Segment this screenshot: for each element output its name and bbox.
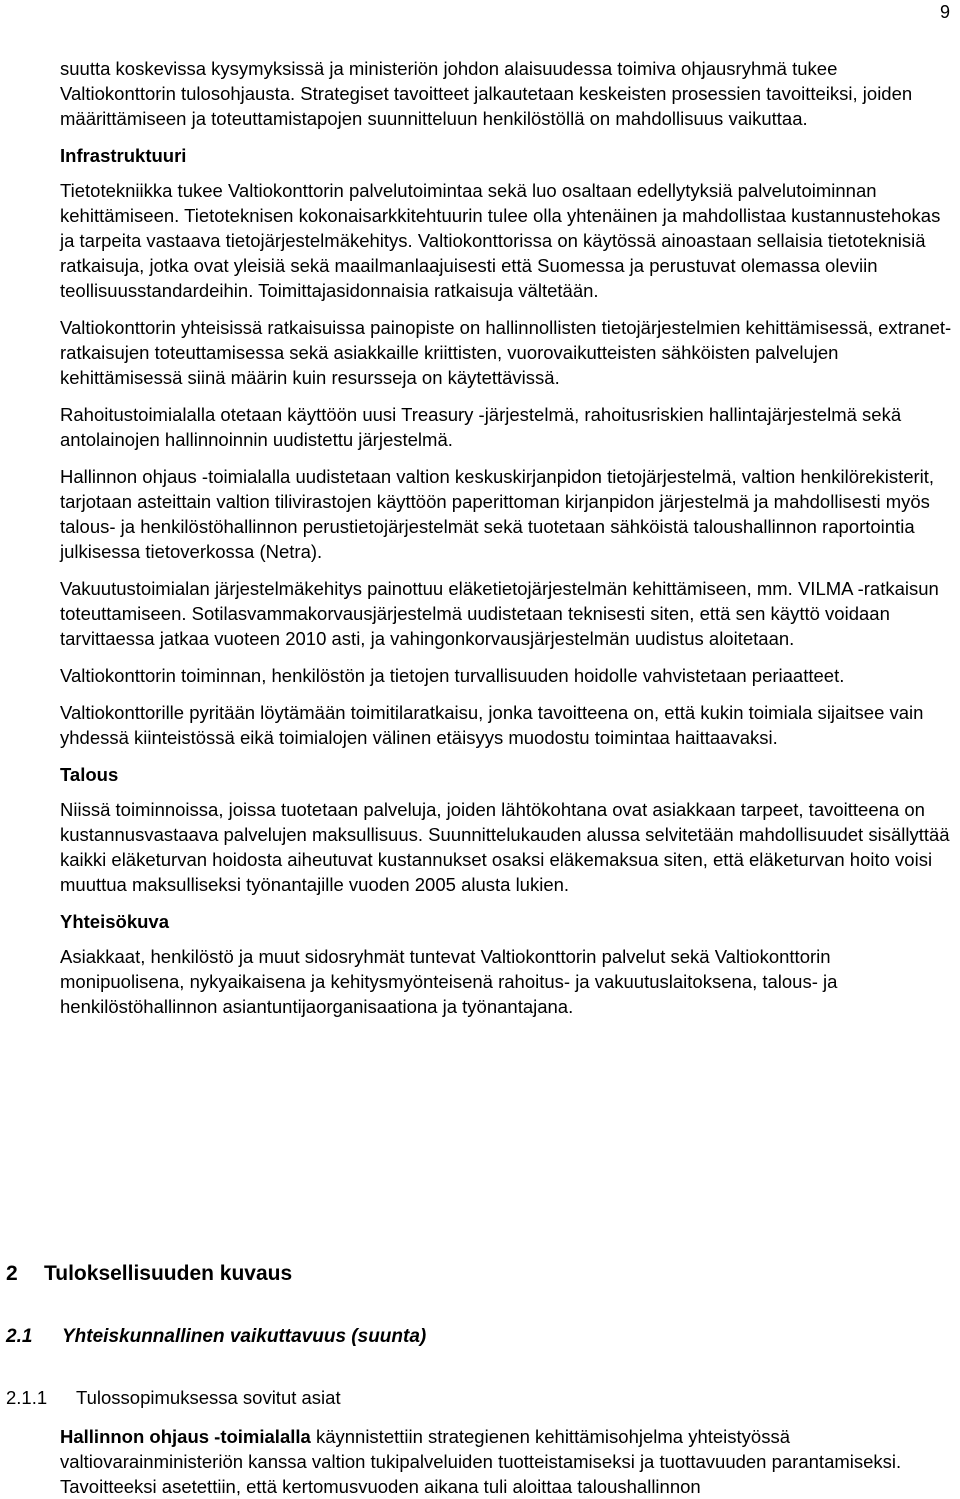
section-title: Yhteiskunnallinen vaikuttavuus (suunta) bbox=[62, 1326, 427, 1347]
heading-infrastruktuuri: Infrastruktuuri bbox=[60, 145, 187, 166]
section-heading bbox=[6, 1326, 426, 1348]
heading-talous: Talous bbox=[60, 764, 119, 785]
paragraph-infra-4: Hallinnon ohjaus -toimialalla uudistetaan valtion keskuskirjanpidon tietojärjestelmä, valtion henkilörekisterit, tarjotaan asteittain valtion tilivirastojen käyttöön paperittoman kirjanpidon järjestelmä ja mahdollisesti myös talous- ja henkilöstöhallinnon perustietojärjestelmät sekä tuotetaan sähköistä taloushallinnon raportointia julkisessa tietoverkossa (Netra). bbox=[60, 466, 935, 562]
document-body bbox=[60, 56, 955, 1031]
paragraph-infra-2: Valtiokonttorin yhteisissä ratkaisuissa painopiste on hallinnollisten tietojärjestelmien kehittämisessä, extranet-ratkaisujen toteuttamisessa sekä asiakkaille kriittisten, vuorovaikutteisten sähköisten palvelujen kehittämisessä siinä määrin kuin resursseja on käytettävissä. bbox=[60, 317, 952, 388]
paragraph-talous: Niissä toiminnoissa, joissa tuotetaan palveluja, joiden lähtökohtana ovat asiakkaan tarpeet, tavoitteena on kustannusvastaava palvelujen maksullisuus. Suunnittelukauden alussa selvitetään mahdollisuudet sisällyttää kaikki eläketurvan hoidosta aiheutuvat kustannukset osaksi eläkemaksua siten, että eläketurvan hoito voisi muuttua maksulliseksi työnantajille vuoden 2005 alusta lukien. bbox=[60, 799, 950, 895]
paragraph-infra-6: Valtiokonttorin toiminnan, henkilöstön ja tietojen turvallisuuden hoidolle vahvistetaan periaatteet. bbox=[60, 665, 845, 686]
final-bold-lead: Hallinnon ohjaus -toimialalla bbox=[60, 1426, 311, 1447]
paragraph-infra-3: Rahoitustoimialalla otetaan käyttöön uusi Treasury -järjestelmä, rahoitusriskien hallintajärjestelmä sekä antolainojen hallinnoinnin uudistettu järjestelmä. bbox=[60, 404, 902, 450]
final-text: käynnistettiin strategienen kehittämisohjelma yhteistyössä valtiovarainministeriön kanssa valtion tukipalveluiden tuotteistamiseksi ja tuottavuuden parantamiseksi. Tavoitteeksi asetettiin, että kertomusvuoden aikana tuli aloittaa taloushallinnon bbox=[60, 1426, 902, 1497]
subsection-number: 2.1.1 bbox=[6, 1387, 48, 1408]
paragraph-intro: suutta koskevissa kysymyksissä ja ministeriön johdon alaisuudessa toimiva ohjausryhmä tukee Valtiokonttorin tulosohjausta. Strategiset tavoitteet jalkautetaan keskeisten prosessien tavoitteiksi, joiden määrittämiseen ja toteuttamistapojen suunnitteluun henkilöstöllä on mahdollisuus vaikuttaa. bbox=[60, 58, 913, 129]
paragraph-final bbox=[60, 1424, 955, 1499]
heading-yhteisokuva: Yhteisökuva bbox=[60, 911, 169, 932]
subsection-heading bbox=[6, 1387, 341, 1409]
section-number: 2.1 bbox=[6, 1326, 33, 1347]
paragraph-infra-5: Vakuutustoimialan järjestelmäkehitys painottuu eläketietojärjestelmän kehittämiseen, mm. VILMA -ratkaisun toteuttamiseen. Sotilasvammakorvausjärjestelmä uudistetaan teknisesti siten, että sen käyttö voidaan tarvittaessa jatkaa vuoteen 2010 asti, ja vahingonkorvausjärjestelmän uudistus aloitetaan. bbox=[60, 578, 939, 649]
paragraph-infra-7: Valtiokonttorille pyritään löytämään toimitilaratkaisu, jonka tavoitteena on, että kukin toimiala sijaitsee vain yhdessä kiinteistössä eikä toimialojen välinen etäisyys muodostu toimintaa haittaavaksi. bbox=[60, 702, 924, 748]
subsection-title: Tulossopimuksessa sovitut asiat bbox=[76, 1387, 341, 1408]
chapter-heading bbox=[6, 1262, 292, 1286]
paragraph-yhteisokuva: Asiakkaat, henkilöstö ja muut sidosryhmät tuntevat Valtiokonttorin palvelut sekä Valtiokonttorin monipuolisena, nykyaikaisena ja kehitysmyönteisenä rahoitus- ja vakuutuslaitoksena, talous- ja henkilöstöhallinnon asiantuntijaorganisaationa ja työnantajana. bbox=[60, 946, 838, 1017]
chapter-number: 2 bbox=[6, 1262, 18, 1285]
page-number: 9 bbox=[939, 2, 950, 22]
paragraph-infra-1: Tietotekniikka tukee Valtiokonttorin palvelutoimintaa sekä luo osaltaan edellytyksiä palvelutoiminnan kehittämiseen. Tietoteknisen kokonaisarkkitehtuurin tulee olla yhtenäinen ja mahdollistaa kustannustehokas ja tarpeita vastaava tietojärjestelmäkehitys. Valtiokonttorissa on käytössä ainoastaan sellaisia tietoteknisiä ratkaisuja, jotka ovat yleisiä sekä maailmanlaajuisesti että Suomessa ja perustuvat olemassa oleviin teollisuusstandardeihin. Toimittajasidonnaisia ratkaisuja vältetään. bbox=[60, 180, 941, 301]
chapter-title: Tuloksellisuuden kuvaus bbox=[44, 1262, 293, 1285]
